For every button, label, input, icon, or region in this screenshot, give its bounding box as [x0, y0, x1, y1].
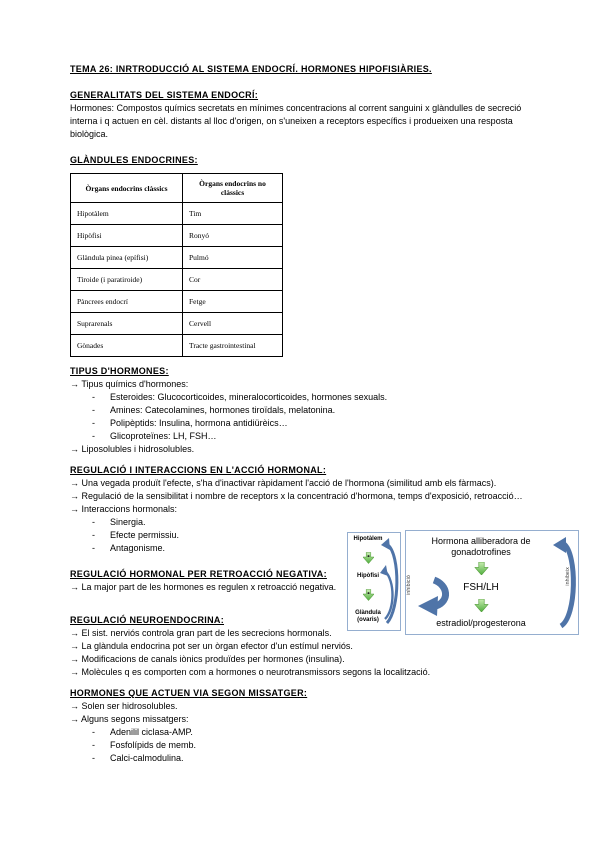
paragraph: Hormones: Compostos químics secretats en mínimes concentracions al corrent sanguini x glàndulles de secreció interna i q actuen en cèl. distants al lloc d'origen, on s'uneixen a receptors específics i produeixen una resposta biològica.	[70, 103, 522, 139]
inhibition-label: inhibició	[406, 575, 412, 595]
list-text: Sinergia.	[110, 517, 146, 527]
arrow-line: → Molècules q es comporten com a hormones o neurotransmissors segons la localització.	[70, 667, 431, 677]
cell-nonclassic: Fetge	[183, 291, 283, 313]
node-hormona-alliberadora: Hormona alliberadora de gonadotrofines	[431, 536, 531, 557]
section-heading: HORMONES QUE ACTUEN VIA SEGON MISSATGER:	[70, 688, 308, 698]
table-row	[71, 203, 283, 225]
table-row	[71, 335, 283, 357]
cell-classic: Hipòfisi	[71, 225, 183, 247]
arrow-line: → Solen ser hidrosolubles.	[70, 701, 178, 711]
list-marker: -	[92, 431, 95, 441]
list-item	[70, 726, 542, 739]
cell-nonclassic: Cervell	[183, 313, 283, 335]
list-text: Amines: Catecolamines, hormones tiroïdals, melatonina.	[110, 405, 336, 415]
list-text: Adenilil ciclasa-AMP.	[110, 727, 193, 737]
page-title: TEMA 26: INRTRODUCCIÓ AL SISTEMA ENDOCRÍ. HORMONES HIPOFISIÀRIES.	[70, 64, 432, 74]
list-marker: -	[92, 517, 95, 527]
list-item	[70, 404, 542, 417]
node-hipofisi: Hipòfisi	[357, 573, 379, 579]
table-header-row	[71, 174, 283, 203]
list-text: Calci-calmodulina.	[110, 753, 184, 763]
list-marker: -	[92, 727, 95, 737]
table-row	[71, 269, 283, 291]
diagram-left-panel	[347, 532, 401, 631]
feedback-arc-icon	[551, 536, 577, 632]
table-row	[71, 291, 283, 313]
section-heading: GLÀNDULES ENDOCRINES:	[70, 155, 198, 165]
cell-nonclassic: Ronyó	[183, 225, 283, 247]
cell-classic: Suprarenals	[71, 313, 183, 335]
cell-nonclassic: Tim	[183, 203, 283, 225]
list-item	[70, 739, 542, 752]
list-text: Efecte permissiu.	[110, 530, 180, 540]
list-item	[70, 417, 542, 430]
list-text: Esteroides: Glucocorticoides, mineralocorticoides, hormones sexuals.	[110, 392, 388, 402]
section-tipus	[70, 365, 542, 456]
down-arrow-icon	[363, 552, 374, 564]
cell-nonclassic: Cor	[183, 269, 283, 291]
inhibition-arrow-icon	[412, 575, 450, 617]
cell-classic: Glàndula pinea (epífisi)	[71, 247, 183, 269]
section-segon-missatger	[70, 687, 542, 765]
list-text: Antagonisme.	[110, 543, 166, 553]
table-row	[71, 247, 283, 269]
table-row	[71, 313, 283, 335]
arrow-line: → Modificacions de canals iònics produïdes per hormones (insulina).	[70, 654, 345, 664]
list-item	[70, 430, 542, 443]
section-generalitats	[70, 89, 542, 141]
table-row	[71, 225, 283, 247]
list-marker: -	[92, 405, 95, 415]
glands-table	[70, 173, 283, 357]
feedback-diagram	[345, 529, 580, 637]
list-item	[70, 391, 542, 404]
list-marker: -	[92, 418, 95, 428]
diagram-right-panel	[405, 530, 579, 635]
list-marker: -	[92, 392, 95, 402]
arrow-line: → Alguns segons missatgers:	[70, 714, 189, 724]
node-fsh-lh: FSH/LH	[463, 581, 499, 593]
section-glandules	[70, 154, 542, 357]
cell-classic: Pàncrees endocrí	[71, 291, 183, 313]
down-arrow-icon	[474, 562, 489, 575]
cell-classic: Tiroide (i paratiroide)	[71, 269, 183, 291]
node-estradiol-progesterona: estradiol/progesterona	[436, 618, 526, 628]
list-marker: -	[92, 740, 95, 750]
section-heading: GENERALITATS DEL SISTEMA ENDOCRÍ:	[70, 90, 259, 100]
list-text: Glicoproteïnes: LH, FSH…	[110, 431, 217, 441]
cell-classic: Hipotàlem	[71, 203, 183, 225]
arrow-line: → Regulació de la sensibilitat i nombre de receptors x la concentració d'hormona, temps d'exposició, retroacció…	[70, 491, 523, 501]
section-heading: TIPUS D'HORMONES:	[70, 366, 169, 376]
list-marker: -	[92, 530, 95, 540]
cell-classic: Gònades	[71, 335, 183, 357]
arrow-line: → La major part de les hormones es regulen x retroacció negativa.	[70, 582, 337, 592]
feedback-arc-icons	[380, 537, 400, 629]
list-marker: -	[92, 753, 95, 763]
section-heading: REGULACIÓ I INTERACCIONS EN L'ACCIÓ HORMONAL:	[70, 465, 327, 475]
down-arrow-icon	[474, 599, 489, 612]
list-text: Polipèptids: Insulina, hormona antidiürèics…	[110, 418, 288, 428]
col-header-nonclassic: Òrgans endocrins no clàssics	[183, 174, 283, 203]
section-heading: REGULACIÓ HORMONAL PER RETROACCIÓ NEGATIVA:	[70, 569, 327, 579]
arrow-line: → El sist. nerviós controla gran part de les secrecions hormonals.	[70, 628, 332, 638]
list-marker: -	[92, 543, 95, 553]
arrow-line: → Liposolubles i hidrosolubles.	[70, 444, 195, 454]
cell-nonclassic: Tracte gastrointestinal	[183, 335, 283, 357]
down-arrow-icon	[363, 589, 374, 601]
inhibition-label: inhibeix	[565, 567, 571, 586]
arrow-line: → La glàndula endocrina pot ser un òrgan efector d'un estímul nerviós.	[70, 641, 353, 651]
section-heading: REGULACIÓ NEUROENDOCRINA:	[70, 615, 225, 625]
arrow-line: → Interaccions hormonals:	[70, 504, 178, 514]
arrow-line: → Tipus químics d'hormones:	[70, 379, 189, 389]
node-hipotalem: Hipotàlem	[353, 536, 383, 542]
list-text: Fosfolípids de memb.	[110, 740, 197, 750]
cell-nonclassic: Pulmó	[183, 247, 283, 269]
arrow-line: → Una vegada produït l'efecte, s'ha d'inactivar ràpidament l'acció de l'hormona (similitud amb els fàrmacs).	[70, 478, 497, 488]
node-glandula: Glàndula (ovaris)	[355, 610, 381, 623]
col-header-classic: Òrgans endocrins clàssics	[71, 174, 183, 203]
list-item	[70, 752, 542, 765]
list-item	[70, 516, 542, 529]
